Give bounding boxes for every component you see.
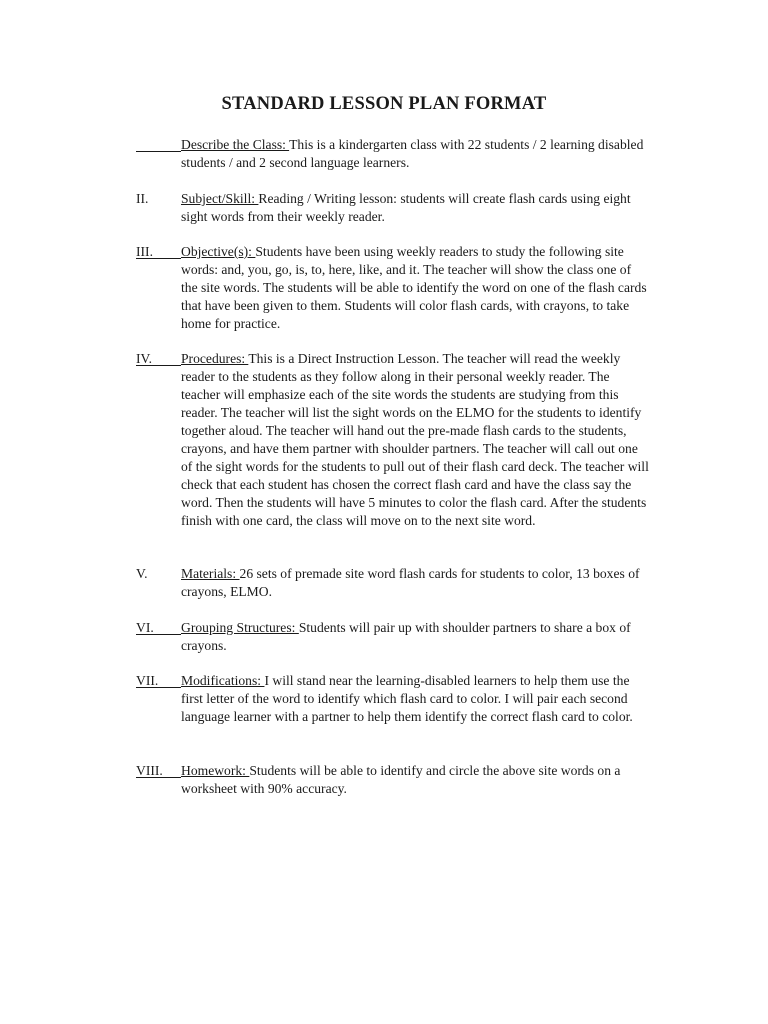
- section-body: [181, 619, 651, 655]
- section-number: VII.: [136, 673, 159, 688]
- section-body: [181, 136, 651, 172]
- section-number: [136, 136, 181, 154]
- section-number: VI.: [136, 620, 154, 635]
- section-text: This is a kindergarten class with 22 students / 2 learning disabled students / and 2 second language learners.: [181, 137, 644, 170]
- section-label: Modifications:: [181, 673, 265, 688]
- section-number: IV.: [136, 351, 152, 366]
- section-body: [181, 243, 651, 333]
- section-modifications: [136, 672, 656, 726]
- section-label: Describe the Class:: [181, 137, 290, 152]
- section-text: Students will be able to identify and circle the above site words on a worksheet with 90% accuracy.: [181, 763, 621, 796]
- section-homework: [136, 762, 656, 798]
- section-label: Objective(s):: [181, 244, 256, 259]
- section-objectives: [136, 243, 656, 333]
- section-number: II.: [136, 191, 149, 206]
- section-label: Homework:: [181, 763, 250, 778]
- section-procedures: [136, 350, 656, 530]
- section-label: Subject/Skill:: [181, 191, 259, 206]
- section-number: VIII.: [136, 763, 163, 778]
- section-subject-skill: [136, 190, 656, 226]
- section-text: Reading / Writing lesson: students will create flash cards using eight sight words from their weekly reader.: [181, 191, 631, 224]
- section-text: Students will pair up with shoulder partners to share a box of crayons.: [181, 620, 631, 653]
- section-label: Grouping Structures:: [181, 620, 299, 635]
- section-text: This is a Direct Instruction Lesson. The teacher will read the weekly reader to the students as they follow along in their personal weekly reader. The teacher will emphasize each of the site words the students are studying from this reader. The teacher will list the sight words on the ELMO for the students to identify together aloud. The teacher will hand out the pre-made flash cards to the students, crayons, and have them partner with shoulder partners. The teacher will call out one of the sight words for the students to pull out of their flash card deck. The teacher will check that each student has chosen the correct flash card and have the class say the word. Then the students will have 5 minutes to color the flash card. After the students finish with one card, the class will move on to the next site word.: [181, 351, 649, 528]
- section-text: 26 sets of premade site word flash cards for students to color, 13 boxes of crayons, ELMO.: [181, 566, 640, 599]
- section-grouping-structures: [136, 619, 656, 655]
- section-number: V.: [136, 566, 148, 581]
- section-body: [181, 350, 651, 530]
- section-body: [181, 190, 651, 226]
- section-body: [181, 672, 651, 726]
- section-text: Students have been using weekly readers to study the following site words: and, you, go, is, to, here, like, and it. The teacher will show the class one of the site words. The students will be able to identify the word on one of the flash cards that have been given to them. Students will color flash cards, with crayons, to take home for practice.: [181, 244, 647, 331]
- section-label: Materials:: [181, 566, 240, 581]
- section-materials: [136, 565, 656, 601]
- section-body: [181, 565, 651, 601]
- section-body: [181, 762, 651, 798]
- document-title: STANDARD LESSON PLAN FORMAT: [221, 94, 547, 114]
- section-describe-class: [136, 136, 656, 172]
- section-text: I will stand near the learning-disabled learners to help them use the first letter of the word to identify which flash card to color. I will pair each second language learner with a partner to help them identify the correct flash card to color.: [181, 673, 633, 724]
- section-number: III.: [136, 244, 153, 259]
- section-label: Procedures:: [181, 351, 249, 366]
